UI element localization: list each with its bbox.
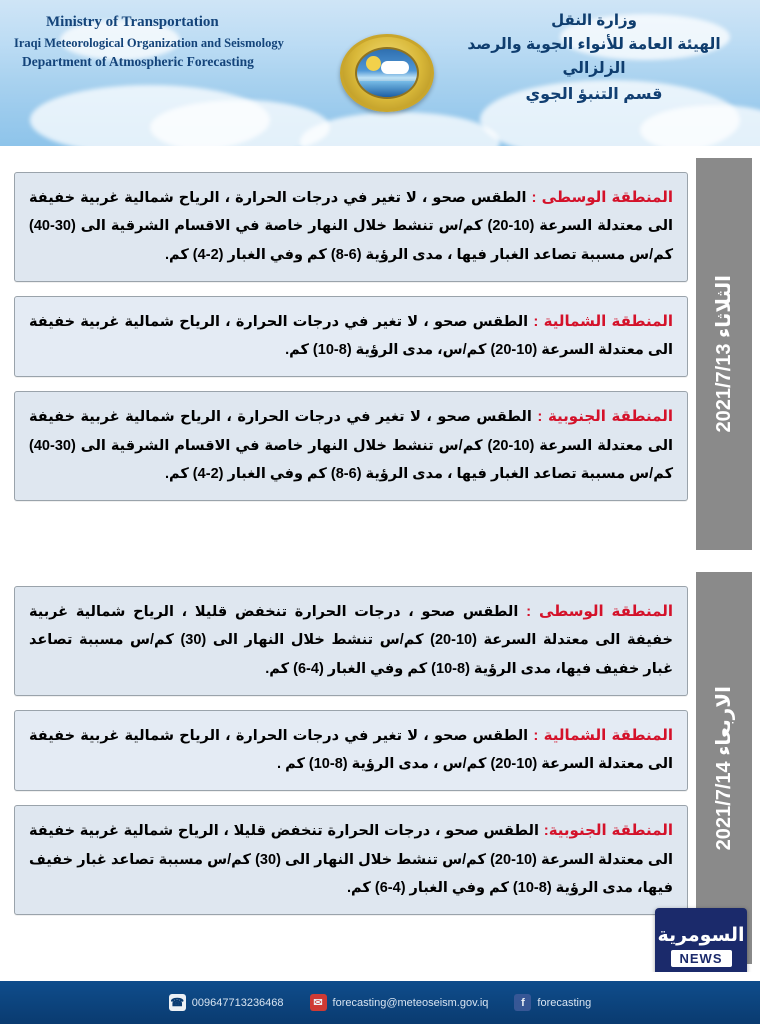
facebook-handle: forecasting: [537, 996, 592, 1009]
footer-email[interactable]: [310, 994, 489, 1011]
ministry-name-en: Ministry of Transportation: [46, 14, 219, 30]
organization-name-ar: الهيئة العامة للأنواء الجوية والرصد الزلزالي: [467, 35, 721, 78]
forecast-card-central-day-2: [14, 586, 688, 696]
organization-name-en: Iraqi Meteorological Organization and Seismology: [14, 35, 284, 50]
water-icon: [357, 81, 417, 97]
cloud-icon: [381, 61, 409, 74]
forecast-day-2: [14, 586, 688, 929]
email-address: forecasting@meteoseism.gov.iq: [332, 996, 489, 1009]
forecast-text-southern: الطقس صحو ، درجات الحرارة تنخفض قليلا ، الرياح شمالية غربية خفيفة الى معتدلة السرعة (10-20) كم/س تنشط خلال النهار الى (30) كم/س مسببة تصاعد غبار خفيف فيها، مدى الرؤية (8-10) كم وفي الغبار (4-6) كم.: [29, 823, 673, 896]
organization-logo-icon: [340, 34, 434, 112]
region-label-northern: المنطقة الشمالية :: [533, 726, 673, 744]
ministry-name-ar: وزارة النقل: [551, 12, 637, 29]
forecast-card-southern-day-2: [14, 805, 688, 915]
cloud-decoration: [300, 112, 500, 148]
date-label-day-1: الثلاثاء 2021/7/13: [713, 275, 735, 433]
sun-icon: [366, 56, 381, 71]
header-arabic-titles: [444, 10, 744, 108]
forecast-day-1: [14, 172, 688, 515]
header-english-titles: [14, 12, 314, 71]
footer-contact-bar: [0, 978, 760, 1024]
facebook-icon: f: [514, 994, 531, 1011]
forecast-text-northern: الطقس صحو ، لا تغير في درجات الحرارة ، الرياح شمالية غربية خفيفة الى معتدلة السرعة (10-20) كم/س، مدى الرؤية (8-10) كم.: [29, 313, 673, 359]
header-banner: [0, 0, 760, 148]
department-name-en: Department of Atmospheric Forecasting: [22, 53, 254, 69]
forecast-text-southern: الطقس صحو ، لا تغير في درجات الحرارة ، الرياح شمالية غربية خفيفة الى معتدلة السرعة (10-20) كم/س تنشط خلال النهار خاصة في الاقسام الشرقية الى (30-40) كم/س مسببة تصاعد الغبار فيها ، مدى الرؤية (6-8) كم وفي الغبار (2-4) كم.: [29, 409, 673, 482]
forecast-card-northern-day-1: [14, 296, 688, 378]
watermark-english-label: NEWS: [671, 950, 732, 967]
cloud-decoration: [150, 100, 330, 148]
footer-facebook[interactable]: [514, 994, 591, 1011]
forecast-text-central: الطقس صحو ، درجات الحرارة تنخفض قليلا ، الرياح شمالية غربية خفيفة الى معتدلة السرعة (10-20) كم/س تنشط خلال النهار الى (30) كم/س مسببة تصاعد غبار خفيف فيها، مدى الرؤية (8-10) كم وفي الغبار (4-6) كم.: [29, 604, 674, 677]
forecast-text-central: الطقس صحو ، لا تغير في درجات الحرارة ، الرياح شمالية غربية خفيفة الى معتدلة السرعة (10-20) كم/س تنشط خلال النهار خاصة في الاقسام الشرقية الى (30-40) كم/س مسببة تصاعد الغبار فيها ، مدى الرؤية (6-8) كم وفي الغبار (2-4) كم.: [29, 190, 673, 263]
mail-icon: ✉: [310, 994, 327, 1011]
date-rail-day-1: [696, 158, 752, 550]
forecast-text-northern: الطقس صحو ، لا تغير في درجات الحرارة ، الرياح شمالية غربية خفيفة الى معتدلة السرعة (10-20) كم/س ، مدى الرؤية (8-10) كم .: [29, 727, 673, 773]
phone-number: 009647713236468: [191, 996, 284, 1009]
region-label-central: المنطقة الوسطى :: [526, 603, 673, 620]
department-name-ar: قسم التنبؤ الجوي: [525, 86, 663, 104]
date-label-day-2: الاربعاء 2021/7/14: [713, 685, 735, 851]
footer-phone: [169, 994, 284, 1011]
region-label-northern: المنطقة الشمالية :: [533, 312, 673, 330]
phone-icon: ☎: [169, 994, 186, 1011]
forecast-card-southern-day-1: [14, 391, 688, 501]
date-rail-day-2: [696, 572, 752, 964]
forecast-card-central-day-1: [14, 172, 688, 282]
region-label-southern: المنطقة الجنوبية :: [537, 408, 673, 426]
watermark-arabic-label: السومرية: [657, 924, 745, 946]
logo-inner-emblem: [355, 47, 419, 99]
region-label-central: المنطقة الوسطى :: [531, 189, 673, 206]
region-label-southern: المنطقة الجنوبية:: [543, 822, 673, 840]
forecast-card-northern-day-2: [14, 710, 688, 792]
